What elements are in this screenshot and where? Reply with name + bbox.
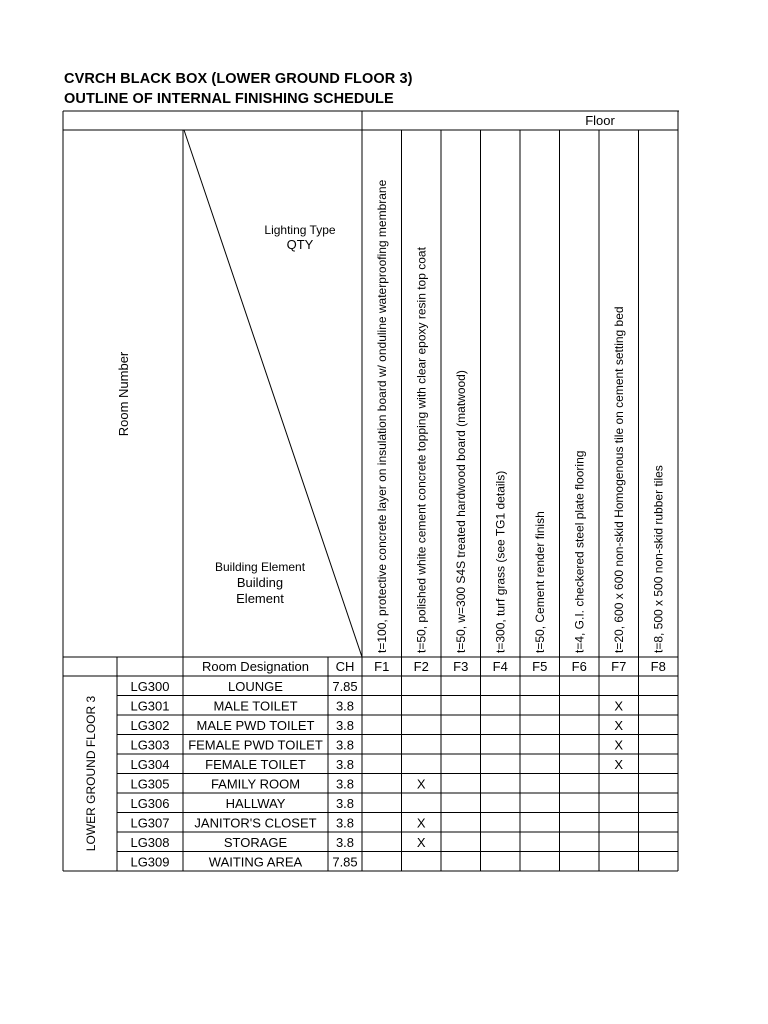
room-designation: STORAGE: [223, 835, 288, 850]
ch-header: CH: [335, 659, 355, 674]
document-title: CVRCH BLACK BOX (LOWER GROUND FLOOR 3): [64, 71, 413, 87]
finish-description: t=300, turf grass (see TG1 details): [493, 470, 508, 653]
document-subtitle: OUTLINE OF INTERNAL FINISHING SCHEDULE: [64, 91, 394, 107]
finish-mark: X: [416, 835, 426, 850]
room-designation: MALE PWD TOILET: [196, 718, 315, 733]
room-number: LG300: [130, 679, 170, 694]
floor-level-label: LOWER GROUND FLOOR 3: [84, 695, 98, 852]
ceiling-height: 3.8: [335, 835, 355, 850]
finish-mark: X: [614, 737, 624, 753]
ceiling-height: 3.8: [335, 698, 355, 714]
finish-mark: X: [416, 776, 426, 792]
finish-code: F8: [650, 659, 666, 674]
room-number: LG304: [130, 757, 170, 772]
room-number: LG308: [130, 835, 170, 850]
ceiling-height: 3.8: [335, 796, 355, 811]
building-element-label: Building Element: [214, 560, 306, 574]
room-designation: FEMALE PWD TOILET: [188, 737, 323, 753]
finish-mark: X: [614, 718, 624, 733]
finish-code: F3: [453, 659, 469, 674]
ceiling-height: 3.8: [335, 757, 355, 772]
room-number: LG307: [130, 815, 170, 831]
room-designation-header: Room Designation: [202, 659, 309, 674]
room-number: LG303: [130, 737, 170, 753]
finish-description: t=8, 500 x 500 non-skid rubber tiles: [651, 465, 666, 653]
finish-description: t=20, 600 x 600 non-skid Homogenous tile on cement setting bed: [611, 306, 626, 653]
finish-code: F7: [611, 659, 627, 674]
finish-code: F6: [571, 659, 587, 674]
finish-description: t=4, G.I. checkered steel plate flooring: [572, 450, 587, 653]
finish-description: t=50, polished white cement concrete topping with clear epoxy resin top coat: [414, 247, 429, 653]
finish-code: F4: [492, 659, 508, 674]
room-number: LG305: [130, 776, 170, 792]
room-number-header: Room Number: [116, 351, 131, 437]
ceiling-height: 3.8: [335, 776, 355, 792]
building-label: Building: [236, 575, 284, 590]
ceiling-height: 7.85: [332, 854, 358, 870]
finish-mark: X: [614, 698, 624, 714]
room-designation: WAITING AREA: [208, 854, 303, 870]
ceiling-height: 3.8: [335, 815, 355, 831]
room-number: LG306: [130, 796, 170, 811]
room-designation: LOUNGE: [228, 679, 283, 694]
room-designation: FEMALE TOILET: [205, 757, 306, 772]
finish-description: t=50, Cement render finish: [532, 511, 547, 653]
finish-mark: X: [614, 757, 624, 772]
room-designation: FAMILY ROOM: [210, 776, 301, 792]
room-designation: JANITOR'S CLOSET: [194, 815, 317, 831]
lighting-type-label: Lighting Type: [264, 223, 336, 237]
room-designation: HALLWAY: [225, 796, 286, 811]
table-labels: [84, 113, 666, 870]
finish-description: t=50, w=300 S4S treated hardwood board (matwood): [453, 370, 468, 653]
finish-code: F2: [413, 659, 429, 674]
ceiling-height: 3.8: [335, 718, 355, 733]
finish-description: t=100, protective concrete layer on insulation board w/ onduline waterproofing membrane: [374, 179, 389, 653]
element-label: Element: [236, 591, 284, 606]
finish-code: F5: [532, 659, 548, 674]
floor-group-header: Floor: [585, 113, 615, 128]
finish-mark: X: [416, 815, 426, 831]
ceiling-height: 3.8: [335, 737, 355, 753]
room-number: LG301: [130, 698, 170, 714]
room-designation: MALE TOILET: [213, 698, 298, 714]
room-number: LG302: [130, 718, 170, 733]
ceiling-height: 7.85: [332, 679, 358, 694]
room-number: LG309: [130, 854, 170, 870]
qty-label: QTY: [286, 237, 314, 252]
finish-code: F1: [374, 659, 390, 674]
